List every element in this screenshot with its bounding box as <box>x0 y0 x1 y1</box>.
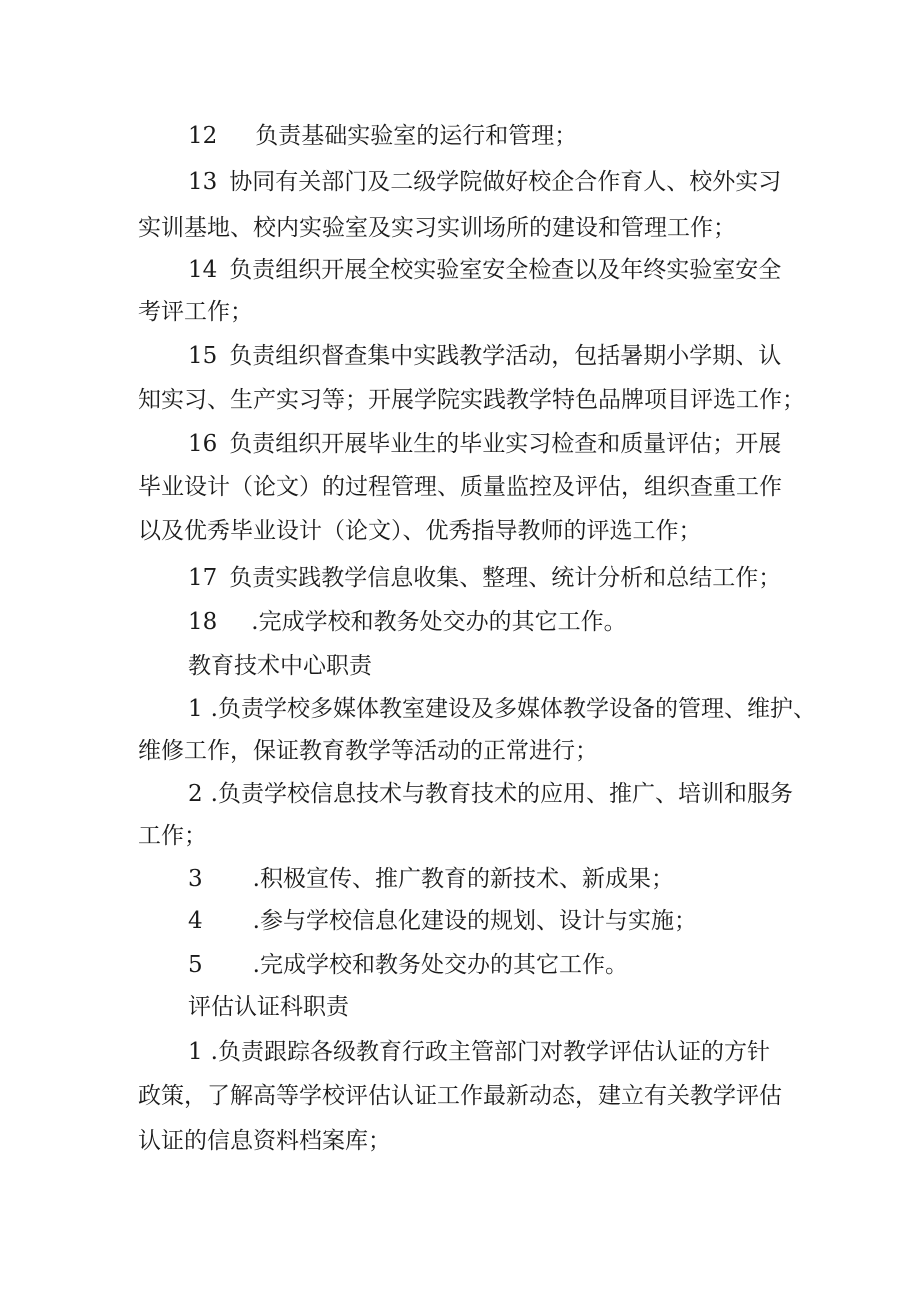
duty-item-14 <box>188 255 781 285</box>
duty-item-16-continued-1: 毕业设计（论文）的过程管理、质量监控及评估，组织查重工作 <box>138 474 782 500</box>
duty-item-13 <box>188 167 781 197</box>
item-text: 负责基础实验室的运行和管理； <box>255 123 578 149</box>
item-number: 2 <box>188 781 203 807</box>
item-text: .完成学校和教务处交办的其它工作。 <box>252 952 628 978</box>
item-text: .参与学校信息化建设的规划、设计与实施； <box>252 908 697 934</box>
duty-item-12 <box>188 121 577 151</box>
item-number: 12 <box>188 123 218 149</box>
item-number: 16 <box>188 431 218 457</box>
edu-tech-item-1-continued: 维修工作，保证教育教学等活动的正常进行； <box>138 738 598 764</box>
duty-item-16-continued-2: 以及优秀毕业设计（论文）、优秀指导教师的评选工作； <box>138 518 702 544</box>
item-number: 3 <box>188 866 203 892</box>
item-text: .完成学校和教务处交办的其它工作。 <box>251 609 627 635</box>
item-number: 1 <box>188 1039 203 1065</box>
item-number: 1 <box>188 696 203 722</box>
item-text: 负责组织开展全校实验室安全检查以及年终实验室安全 <box>229 257 782 283</box>
edu-tech-item-5 <box>188 950 628 980</box>
section-heading-edu-tech: 教育技术中心职责 <box>188 653 372 679</box>
item-text: .积极宣传、推广教育的新技术、新成果； <box>252 866 674 892</box>
duty-item-18 <box>188 607 627 637</box>
item-number: 17 <box>188 565 218 591</box>
duty-item-14-continued: 考评工作； <box>138 299 253 325</box>
item-number: 13 <box>188 169 218 195</box>
edu-tech-item-1 <box>188 694 816 724</box>
duty-item-15-continued: 知实习、生产实习等；开展学院实践教学特色品牌项目评选工作； <box>138 387 805 413</box>
assessment-item-1-continued-1: 政策，了解高等学校评估认证工作最新动态，建立有关教学评估 <box>138 1083 782 1109</box>
item-text: 负责组织督查集中实践教学活动，包括暑期小学期、认 <box>229 343 782 369</box>
item-text: 负责实践教学信息收集、整理、统计分析和总结工作； <box>229 565 782 591</box>
edu-tech-item-3 <box>188 864 674 894</box>
item-text: .负责跟踪各级教育行政主管部门对教学评估认证的方针 <box>210 1039 770 1065</box>
duty-item-13-continued: 实训基地、校内实验室及实习实训场所的建设和管理工作； <box>138 215 736 241</box>
item-number: 5 <box>188 952 203 978</box>
item-number: 14 <box>188 257 218 283</box>
item-text: .负责学校多媒体教室建设及多媒体教学设备的管理、维护、 <box>210 696 816 722</box>
item-text: 负责组织开展毕业生的毕业实习检查和质量评估；开展 <box>229 431 782 457</box>
edu-tech-item-4 <box>188 906 697 936</box>
item-number: 15 <box>188 343 218 369</box>
edu-tech-item-2 <box>188 779 793 809</box>
duty-item-15 <box>188 341 781 371</box>
item-number: 18 <box>188 609 218 635</box>
item-text: 协同有关部门及二级学院做好校企合作育人、校外实习 <box>229 169 782 195</box>
item-text: .负责学校信息技术与教育技术的应用、推广、培训和服务 <box>210 781 793 807</box>
section-heading-assessment: 评估认证科职责 <box>188 994 349 1020</box>
duty-item-16 <box>188 429 781 459</box>
assessment-item-1 <box>188 1037 770 1067</box>
edu-tech-item-2-continued: 工作； <box>138 823 207 849</box>
item-number: 4 <box>188 908 203 934</box>
assessment-item-1-continued-2: 认证的信息资料档案库； <box>138 1128 391 1154</box>
duty-item-17 <box>188 563 781 593</box>
